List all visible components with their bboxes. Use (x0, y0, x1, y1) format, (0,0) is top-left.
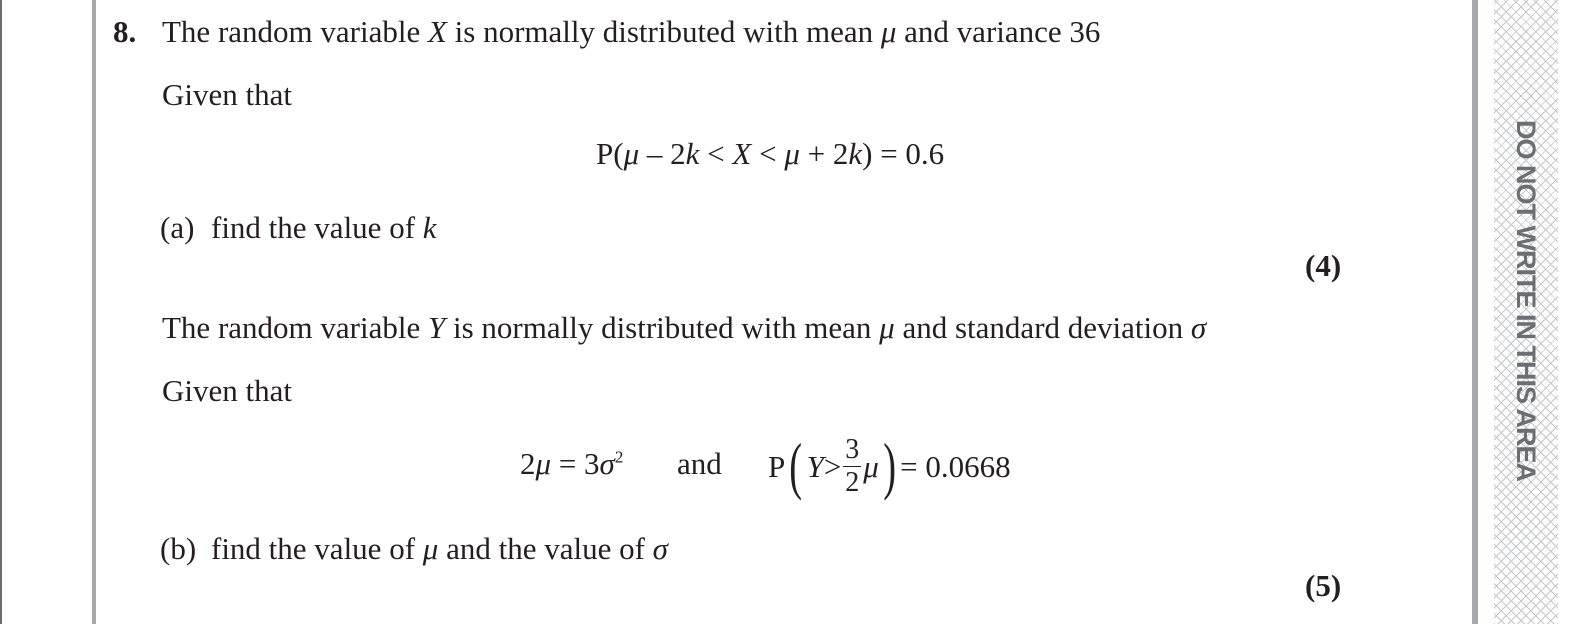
given-that-1: Given that (162, 77, 292, 112)
intro-text: and variance 36 (896, 14, 1101, 49)
page-edge (0, 0, 2, 624)
part-b-label: (b) (160, 531, 197, 566)
and-text: and (677, 446, 722, 481)
eq-text: < (751, 136, 785, 171)
eq-text: = 3 (551, 446, 600, 481)
intro-text: and standard deviation (894, 310, 1191, 345)
question-intro-2 (162, 312, 1206, 343)
intro-text: is normally distributed with mean (445, 310, 880, 345)
probability-equation-1 (596, 138, 944, 169)
mu-symbol: μ (784, 136, 800, 171)
part-b-marks: (5) (1305, 568, 1342, 603)
eq-text: P (768, 448, 786, 484)
variable-y: Y (806, 448, 824, 484)
left-margin-rule (92, 0, 96, 624)
part-b-prompt: and the value of (438, 531, 653, 566)
mu-symbol: μ (879, 310, 895, 345)
variable-k: k (685, 136, 700, 171)
mu-symbol: μ (863, 448, 879, 484)
equation-mu-sigma (520, 448, 623, 479)
eq-text: = 0.0668 (900, 448, 1011, 484)
left-paren: ( (789, 430, 803, 501)
variable-x: X (732, 136, 752, 171)
fraction-numerator: 3 (845, 433, 860, 465)
question-intro (162, 16, 1100, 47)
eq-text: < (699, 136, 733, 171)
variable-x: X (427, 14, 447, 49)
eq-text: P( (596, 136, 624, 171)
variable-y: Y (427, 310, 446, 345)
sigma-symbol: σ (1190, 310, 1207, 345)
part-b-text (211, 533, 668, 564)
intro-text: The random variable (162, 14, 428, 49)
eq-text: > (823, 448, 842, 484)
eq-text: + 2 (799, 136, 849, 171)
probability-equation-2 (768, 430, 1011, 502)
do-not-write-notice: DO NOT WRITE IN THIS AREA (1511, 119, 1541, 481)
part-b-prompt: find the value of (211, 531, 423, 566)
three-halves-fraction (843, 433, 861, 498)
right-paren: ) (883, 430, 896, 501)
part-a-text (211, 212, 437, 243)
part-a-label: (a) (160, 210, 195, 245)
mu-symbol: μ (880, 14, 897, 49)
question-number: 8. (113, 14, 137, 49)
eq-text: – 2 (639, 136, 686, 171)
part-a-prompt: find the value of (211, 210, 423, 245)
fraction-denominator: 2 (845, 466, 860, 498)
mu-symbol: μ (535, 446, 552, 481)
given-that-2: Given that (162, 373, 292, 408)
variable-k: k (422, 210, 437, 245)
eq-text: ) = 0.6 (862, 136, 945, 171)
intro-text: is normally distributed with mean (446, 14, 881, 49)
variable-k: k (848, 136, 863, 171)
sigma-symbol: σ (652, 531, 668, 566)
right-margin-rule (1472, 0, 1478, 624)
sigma-symbol: σ (599, 446, 615, 481)
exponent: 2 (614, 447, 624, 467)
intro-text: The random variable (162, 310, 428, 345)
mu-symbol: μ (623, 136, 640, 171)
mu-symbol: μ (422, 531, 439, 566)
eq-text: 2 (520, 446, 536, 481)
part-a-marks: (4) (1305, 248, 1342, 283)
